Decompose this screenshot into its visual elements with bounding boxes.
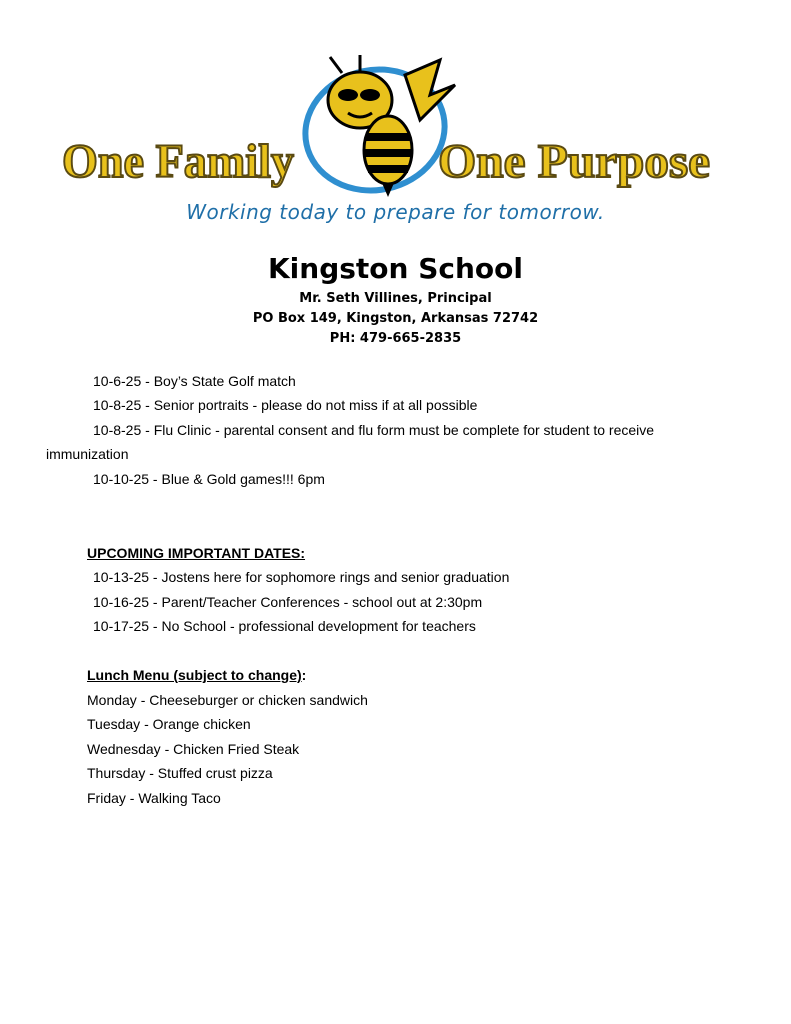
logo-left-text: One Family: [62, 135, 294, 188]
school-name: Kingston School: [267, 252, 523, 285]
hornet-mascot-icon: [328, 55, 455, 197]
lunch-item: Monday - Cheeseburger or chicken sandwich: [87, 692, 368, 708]
phone-line: PH: 479-665-2835: [329, 331, 462, 346]
lunch-heading-row: [87, 667, 306, 683]
upcoming-item: 10-17-25 - No School - professional development for teachers: [93, 618, 476, 634]
lunch-item: Tuesday - Orange chicken: [87, 716, 251, 732]
motto: Working today to prepare for tomorrow.: [186, 200, 605, 224]
upcoming-item: 10-16-25 - Parent/Teacher Conferences - school out at 2:30pm: [93, 594, 483, 610]
event-item: 10-6-25 - Boy’s State Golf match: [93, 373, 296, 389]
event-item: 10-10-25 - Blue & Gold games!!! 6pm: [93, 471, 325, 487]
event-item-continued: immunization: [46, 446, 129, 462]
event-item: 10-8-25 - Flu Clinic - parental consent and flu form must be complete for student to receive: [93, 422, 655, 438]
principal-line: Mr. Seth Villines, Principal: [299, 291, 492, 306]
upcoming-heading: UPCOMING IMPORTANT DATES:: [87, 545, 306, 561]
address-line: PO Box 149, Kingston, Arkansas 72742: [252, 311, 539, 326]
lunch-item: Friday - Walking Taco: [87, 790, 221, 806]
lunch-heading-colon: :: [301, 667, 307, 683]
upcoming-item: 10-13-25 - Jostens here for sophomore rings and senior graduation: [93, 569, 510, 585]
lunch-item: Wednesday - Chicken Fried Steak: [87, 741, 300, 757]
logo-right-text: One Purpose: [438, 135, 710, 188]
lunch-item: Thursday - Stuffed crust pizza: [87, 765, 273, 781]
lunch-heading: Lunch Menu (subject to change): [87, 667, 302, 683]
event-item: 10-8-25 - Senior portraits - please do not miss if at all possible: [93, 397, 478, 413]
